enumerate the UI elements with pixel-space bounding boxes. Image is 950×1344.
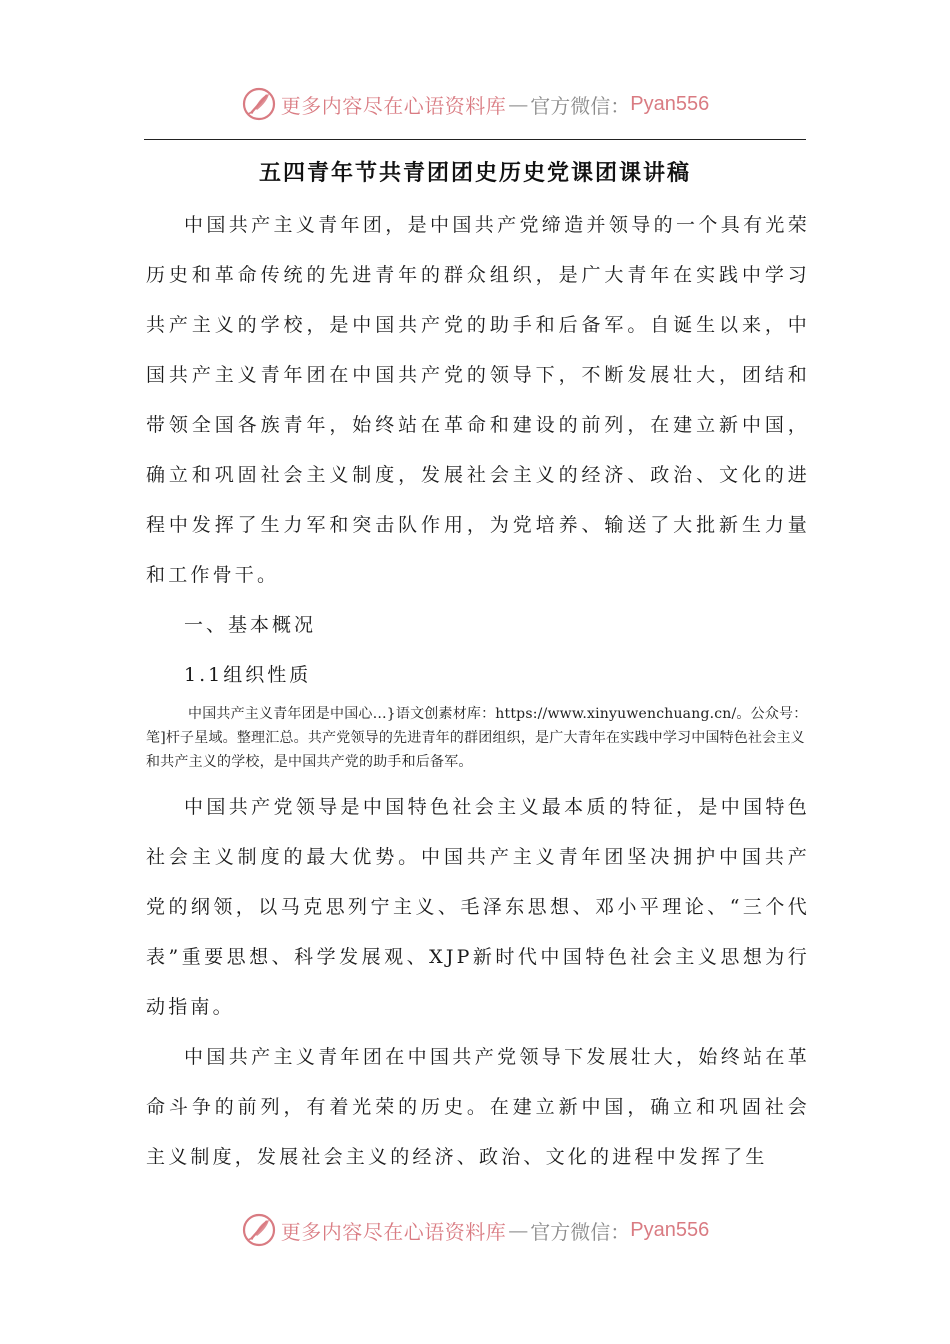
document-body xyxy=(146,200,810,1182)
paragraph-intro: 中国共产主义青年团，是中国共产党缔造并领导的一个具有光荣历史和革命传统的先进青年的群众组织，是广大青年在实践中学习共产主义的学校，是中国共产党的助手和后备军。自诞生以来，中国共产主义青年团在中国共产党的领导下，不断发展壮大，团结和带领全国各族青年，始终站在革命和建设的前列，在建立新中国，确立和巩固社会主义制度，发展社会主义的经济、政治、文化的进程中发挥了生力军和突击队作用，为党培养、输送了大批新生力量和工作骨干。 xyxy=(146,214,810,586)
banner-text: 更多内容尽在心语资料库 xyxy=(280,1219,507,1244)
quill-logo-icon xyxy=(241,1212,277,1248)
banner-dash: — xyxy=(508,92,529,116)
banner-official: 官方微信： xyxy=(530,93,631,118)
paragraph-leadership: 中国共产党领导是中国特色社会主义最本质的特征，是中国特色社会主义制度的最大优势。中国共产主义青年团坚决拥护中国共产党的纲领，以马克思列宁主义、毛泽东思想、邓小平理论、“三个代表”重要思想、科学发展观、XJP新时代中国特色社会主义思想为行动指南。 xyxy=(146,796,810,1018)
footer-banner xyxy=(0,1210,950,1250)
banner-text: 更多内容尽在心语资料库 xyxy=(280,93,507,118)
note-paragraph: 中国共产主义青年团是中国心…}语文创素材库：https://www.xinyuwenchuang.cn/。公众号：笔]杆子星域。整理汇总。共产党领导的先进青年的群团组织，是广大青年在实践中学习中国特色社会主义和共产主义的学校，是中国共产党的助手和后备军。 xyxy=(146,706,808,770)
subsection-heading: 1.1组织性质 xyxy=(184,664,312,686)
banner-wechat-id: Pyan556 xyxy=(630,92,710,115)
section-heading: 一、基本概况 xyxy=(184,614,317,636)
header-rule xyxy=(144,139,806,140)
paragraph-history: 中国共产主义青年团在中国共产党领导下发展壮大，始终站在革命斗争的前列，有着光荣的历史。在建立新中国，确立和巩固社会主义制度，发展社会主义的经济、政治、文化的进程中发挥了生 xyxy=(146,1046,810,1168)
banner-wechat-id: Pyan556 xyxy=(630,1218,710,1241)
quill-logo-icon xyxy=(241,86,277,122)
banner-dash: — xyxy=(508,1218,529,1242)
header-banner xyxy=(0,84,950,124)
banner-official: 官方微信： xyxy=(530,1219,631,1244)
document-title: 五四青年节共青团团史历史党课团课讲稿 xyxy=(258,161,691,186)
